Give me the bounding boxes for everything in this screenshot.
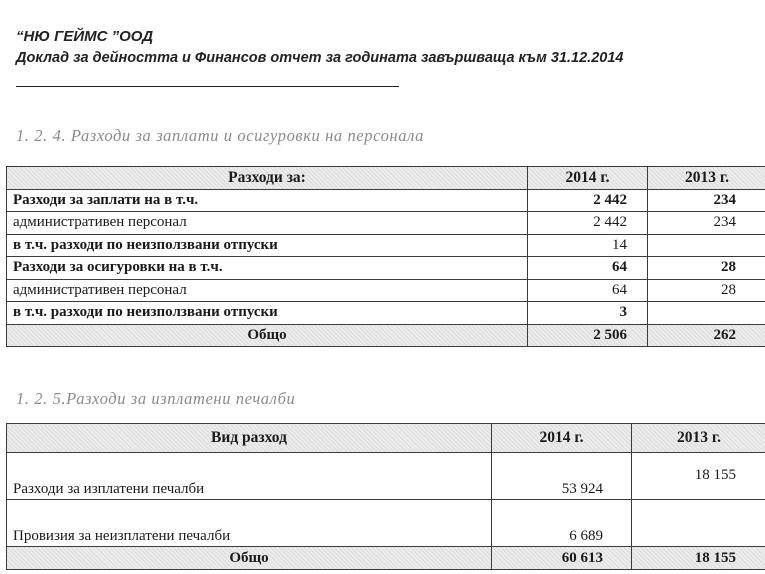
company-name: “НЮ ГЕЙМС ”ООД [16,28,154,45]
total-label: Общо [7,324,528,347]
total-2013: 18 155 [632,547,765,570]
row-label: административен персонал [7,212,528,235]
column-header: 2014 г. [492,424,632,453]
column-header: Разходи за: [7,167,528,190]
row-label: административен персонал [7,279,528,302]
report-title: Доклад за дейността и Финансов отчет за годината завършваща към 31.12.2014 [16,50,624,66]
table-row [7,279,765,302]
table-row [7,234,765,257]
column-header: 2014 г. [528,167,648,190]
section-title-profits: 1. 2. 5.Разходи за изплатени печалби [16,389,296,408]
row-label: Разходи за заплати на в т.ч. [7,189,528,212]
cell-2013: 28 [648,279,765,302]
table-header-row [7,167,765,190]
row-label: Провизия за неизплатени печалби [7,500,492,547]
row-label: в т.ч. разходи по неизползвани отпуски [7,302,528,325]
total-2014: 2 506 [528,324,648,347]
cell-2013 [648,302,765,325]
total-2014: 60 613 [492,547,632,570]
cell-2014: 64 [528,257,648,280]
total-label: Общо [7,547,492,570]
total-row [7,324,765,347]
salaries-table [6,166,765,347]
cell-2014: 53 924 [492,453,632,500]
cell-2014: 3 [528,302,648,325]
cell-2013: 234 [648,212,765,235]
table-row [7,212,765,235]
table-header-row [7,424,765,453]
total-row [7,547,765,570]
column-header: 2013 г. [648,167,765,190]
cell-2013 [632,500,765,547]
cell-2014: 64 [528,279,648,302]
section-title-salaries: 1. 2. 4. Разходи за заплати и осигуровки на персонала [16,126,424,145]
row-label: в т.ч. разходи по неизползвани отпуски [7,234,528,257]
column-header: Вид разход [7,424,492,453]
cell-2013: 28 [648,257,765,280]
row-label: Разходи за изплатени печалби [7,453,492,500]
cell-2013: 234 [648,189,765,212]
table-row [7,453,765,500]
table-row [7,189,765,212]
cell-2014: 14 [528,234,648,257]
cell-2014: 2 442 [528,189,648,212]
row-label: Разходи за осигуровки на в т.ч. [7,257,528,280]
cell-2013 [648,234,765,257]
table-row [7,302,765,325]
cell-2014: 6 689 [492,500,632,547]
cell-2014: 2 442 [528,212,648,235]
column-header: 2013 г. [632,424,765,453]
total-2013: 262 [648,324,765,347]
cell-2013: 18 155 [632,453,765,500]
title-underline [16,86,399,87]
table-row [7,500,765,547]
table-row [7,257,765,280]
profits-table [6,423,765,570]
